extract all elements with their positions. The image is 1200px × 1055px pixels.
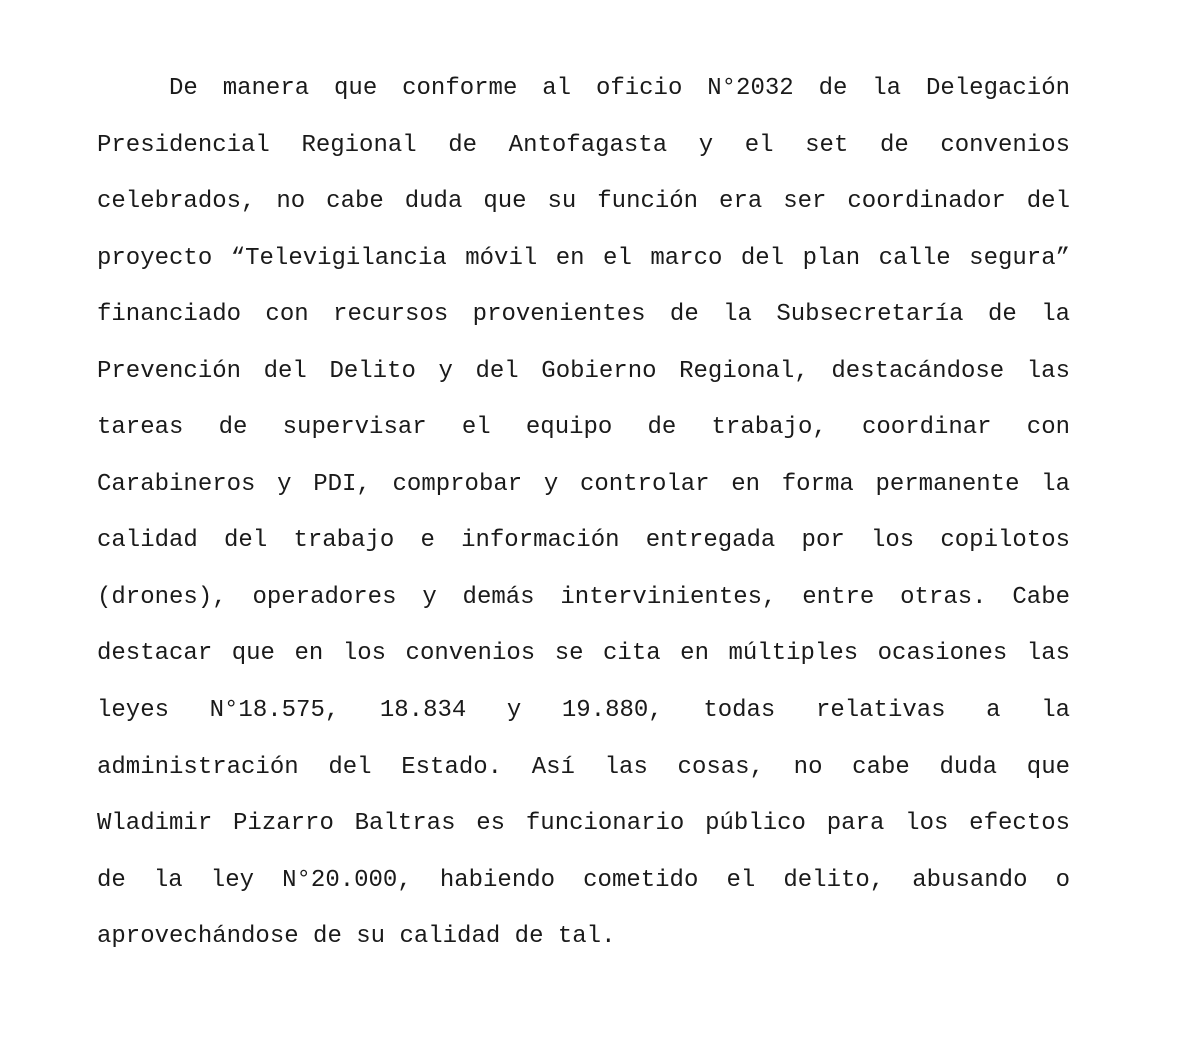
paragraph-line: administración del Estado. Así las cosas, no cabe duda que xyxy=(97,753,1070,781)
paragraph-line: financiado con recursos provenientes de la Subsecretaría de la xyxy=(97,301,1070,329)
paragraph-line: (drones), operadores y demás intervinientes, entre otras. Cabe xyxy=(97,583,1070,611)
paragraph-line: Presidencial Regional de Antofagasta y el set de convenios xyxy=(97,131,1070,159)
body-paragraph xyxy=(97,61,1070,966)
paragraph-line: destacar que en los convenios se cita en múltiples ocasiones las xyxy=(97,640,1070,668)
paragraph-line: calidad del trabajo e información entregada por los copilotos xyxy=(97,527,1070,555)
paragraph-line: Prevención del Delito y del Gobierno Regional, destacándose las xyxy=(97,357,1070,385)
paragraph-line: Carabineros y PDI, comprobar y controlar en forma permanente la xyxy=(97,470,1070,498)
paragraph-line: tareas de supervisar el equipo de trabajo, coordinar con xyxy=(97,414,1070,442)
paragraph-line: celebrados, no cabe duda que su función era ser coordinador del xyxy=(97,188,1070,216)
paragraph-line: de la ley N°20.000, habiendo cometido el delito, abusando o xyxy=(97,866,1070,894)
paragraph-line: De manera que conforme al oficio N°2032 de la Delegación xyxy=(169,75,1070,102)
paragraph-line: aprovechándose de su calidad de tal. xyxy=(97,923,616,951)
paragraph-line: proyecto “Televigilancia móvil en el marco del plan calle segura” xyxy=(97,244,1070,272)
paragraph-line: Wladimir Pizarro Baltras es funcionario público para los efectos xyxy=(97,810,1070,838)
paragraph-line: leyes N°18.575, 18.834 y 19.880, todas relativas a la xyxy=(97,697,1070,725)
